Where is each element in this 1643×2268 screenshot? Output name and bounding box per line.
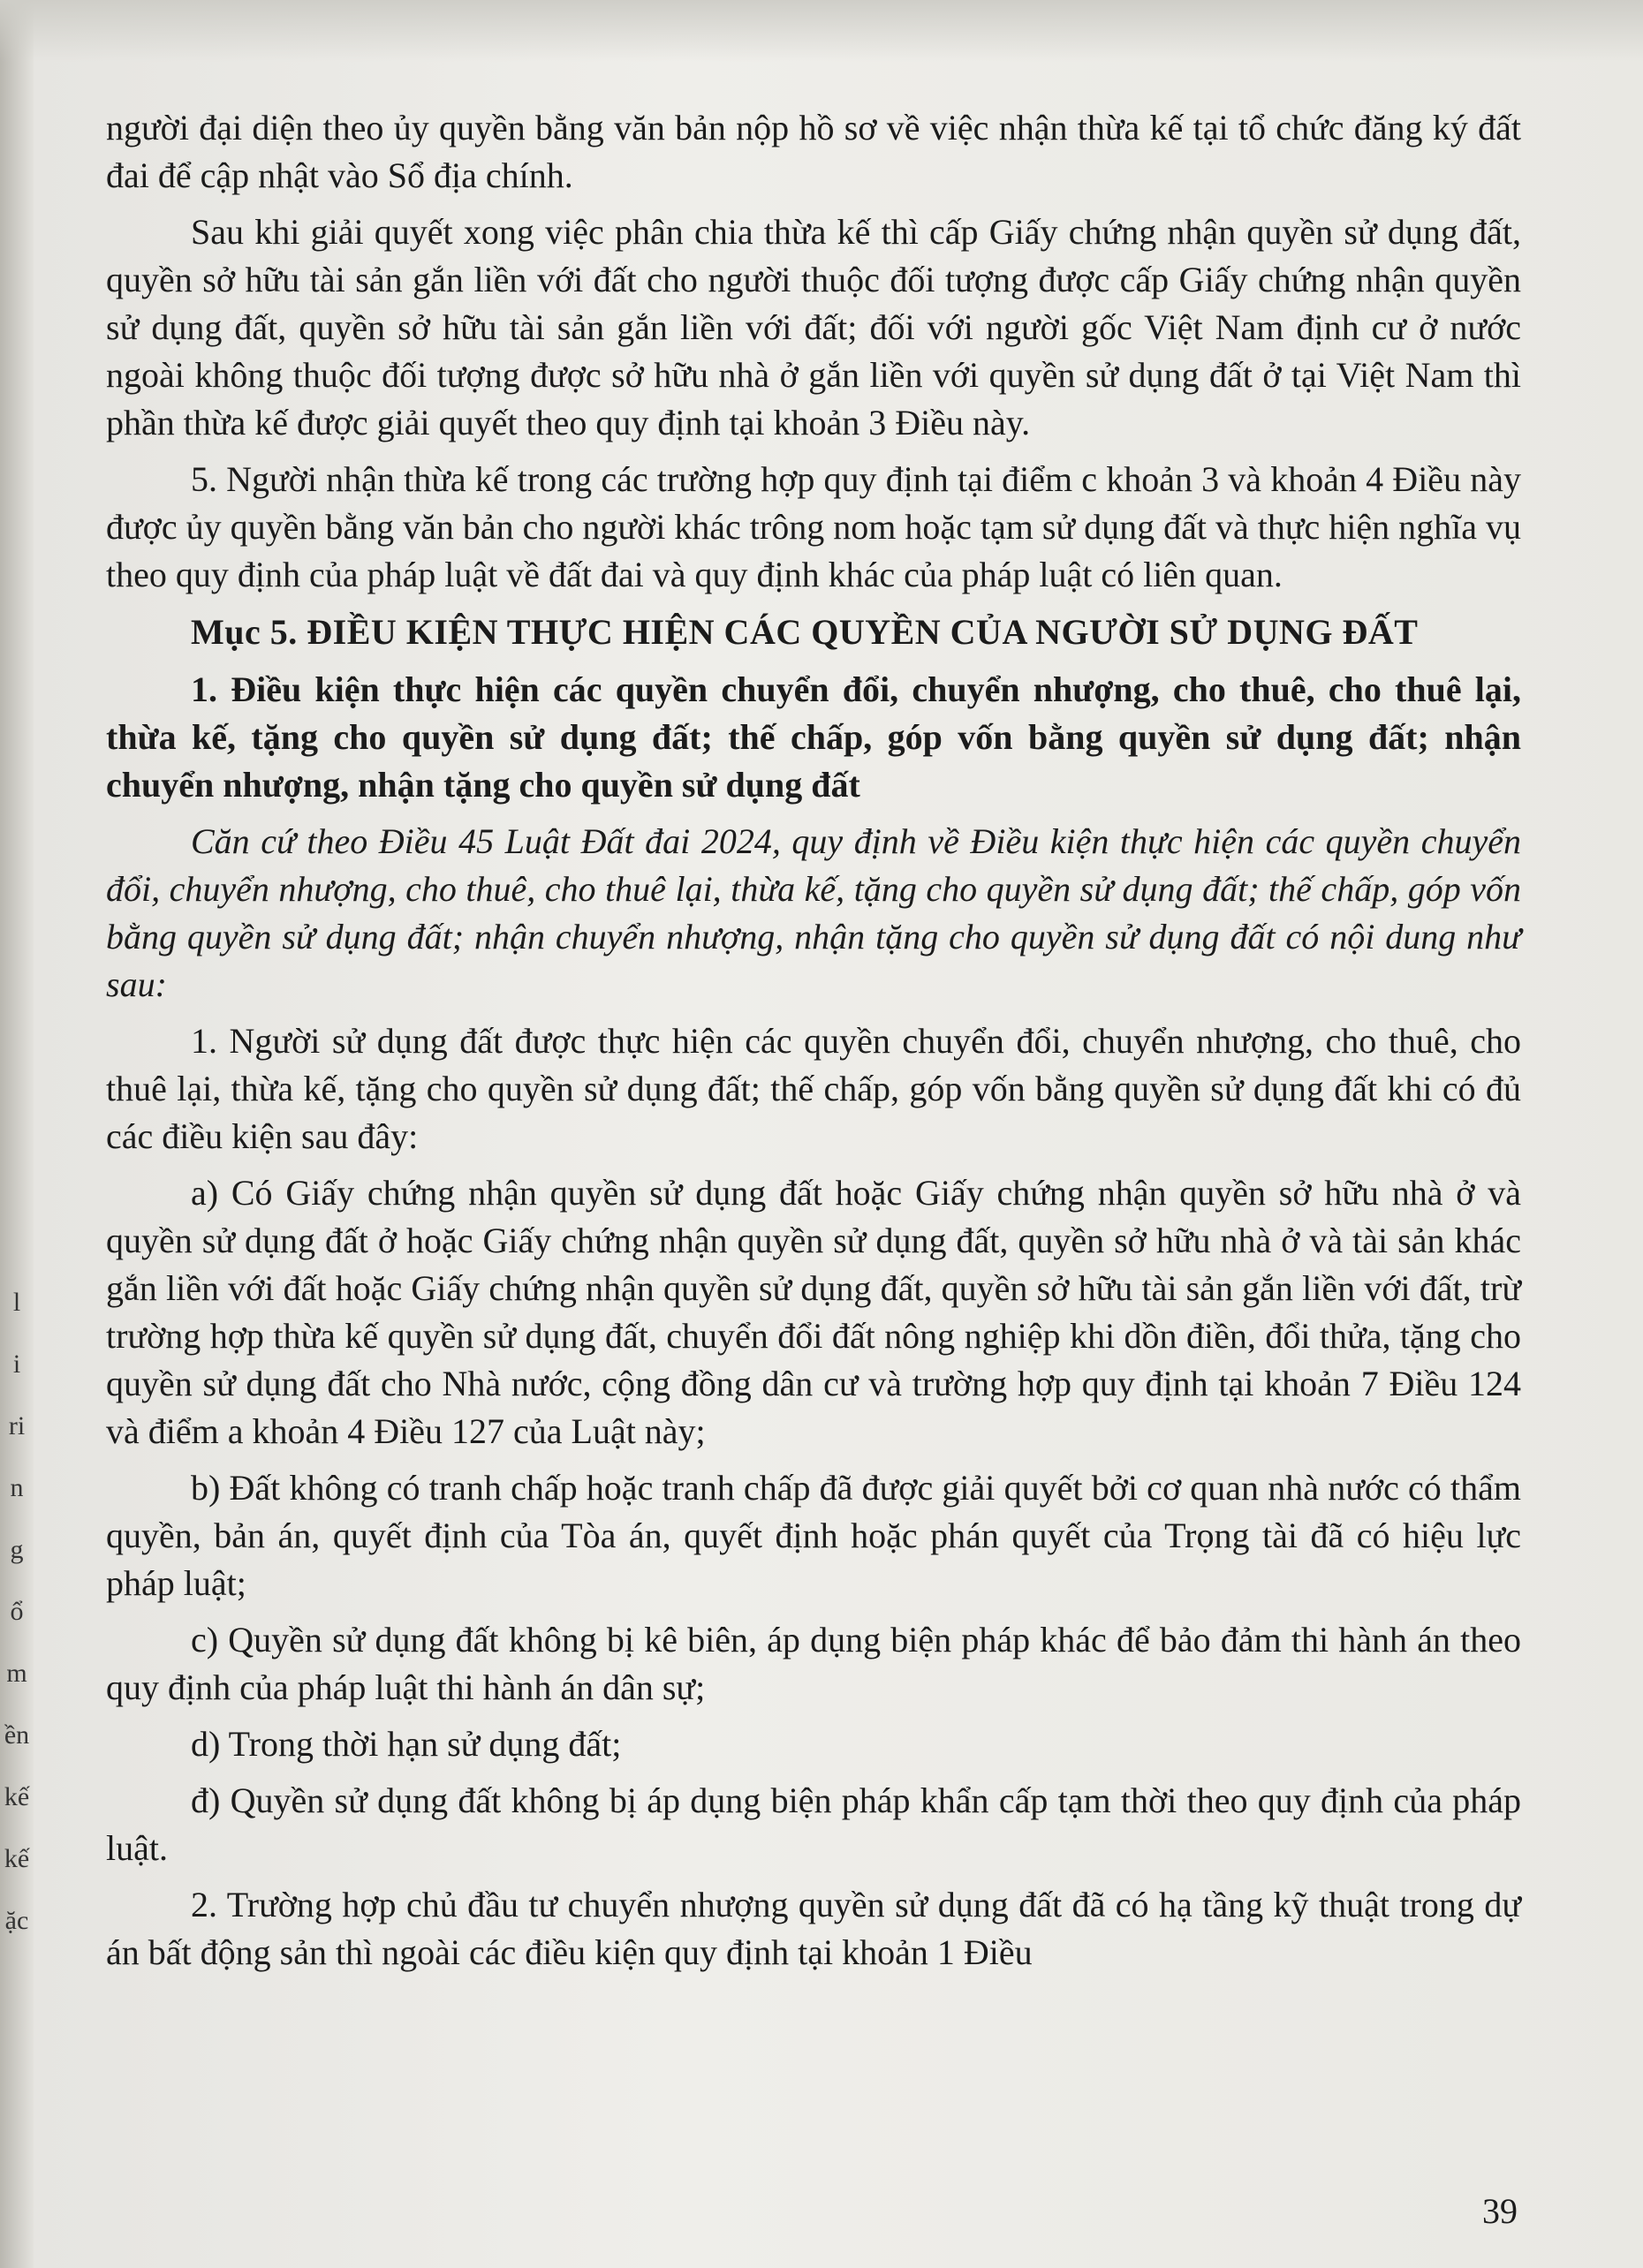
page-content bbox=[106, 104, 1521, 1985]
item-1: 1. Người sử dụng đất được thực hiện các quyền chuyển đổi, chuyển nhượng, cho thuê, cho thuê lại, thừa kế, tặng cho quyền sử dụng đất; thế chấp, góp vốn bằng quyền sử dụng đất khi có đủ các điều kiện sau đây: bbox=[106, 1021, 1521, 1156]
margin-fragment: ổ bbox=[10, 1597, 24, 1626]
adjacent-page-fragments bbox=[0, 1272, 34, 1952]
section-heading: Mục 5. ĐIỀU KIỆN THỰC HIỆN CÁC QUYỀN CỦA NGƯỜI SỬ DỤNG ĐẤT bbox=[191, 612, 1419, 652]
item-1c: c) Quyền sử dụng đất không bị kê biên, áp dụng biện pháp khác để bảo đảm thi hành án theo quy định của pháp luật thi hành án dân sự; bbox=[106, 1620, 1521, 1707]
margin-fragment: kế bbox=[4, 1844, 30, 1873]
margin-fragment: m bbox=[6, 1659, 27, 1688]
margin-fragment: g bbox=[10, 1535, 24, 1564]
sub-heading: 1. Điều kiện thực hiện các quyền chuyển đổi, chuyển nhượng, cho thuê, cho thuê lại, thừa kế, tặng cho quyền sử dụng đất; thế chấp, góp vốn bằng quyền sử dụng đất; nhận chuyển nhượng, nhận tặng cho quyền sử dụng đất bbox=[106, 669, 1521, 805]
margin-fragment: ền bbox=[4, 1720, 30, 1750]
paragraph-1: người đại diện theo ủy quyền bằng văn bản nộp hồ sơ về việc nhận thừa kế tại tổ chức đăng ký đất đai để cập nhật vào Sổ địa chính. bbox=[106, 108, 1521, 195]
page-number: 39 bbox=[1482, 2191, 1518, 2231]
margin-fragment: n bbox=[10, 1473, 24, 1502]
item-1dd: đ) Quyền sử dụng đất không bị áp dụng biện pháp khẩn cấp tạm thời theo quy định của pháp luật. bbox=[106, 1780, 1521, 1868]
book-page bbox=[34, 0, 1643, 2268]
item-1a: a) Có Giấy chứng nhận quyền sử dụng đất hoặc Giấy chứng nhận quyền sở hữu nhà ở và quyền sử dụng đất ở hoặc Giấy chứng nhận quyền sử dụng đất, quyền sở hữu nhà ở và tài sản khác gắn liền với đất hoặc Giấy chứng nhận quyền sử dụng đất, quyền sở hữu tài sản gắn liền với đất, trừ trường hợp thừa kế quyền sử dụng đất, chuyển đổi đất nông nghiệp khi dồn điền, đổi thửa, tặng cho quyền sử dụng đất cho Nhà nước, cộng đồng dân cư và trường hợp quy định tại khoản 7 Điều 124 và điểm a khoản 4 Điều 127 của Luật này; bbox=[106, 1173, 1521, 1451]
margin-fragment: i bbox=[12, 1349, 21, 1379]
margin-fragment: ặc bbox=[4, 1906, 29, 1935]
item-2: 2. Trường hợp chủ đầu tư chuyển nhượng quyền sử dụng đất đã có hạ tầng kỹ thuật trong dự án bất động sản thì ngoài các điều kiện quy định tại khoản 1 Điều bbox=[106, 1885, 1521, 1972]
margin-fragment: kế bbox=[4, 1782, 30, 1811]
margin-fragment: l bbox=[12, 1288, 21, 1317]
paragraph-2: Sau khi giải quyết xong việc phân chia thừa kế thì cấp Giấy chứng nhận quyền sử dụng đất, quyền sở hữu tài sản gắn liền với đất cho người thuộc đối tượng được cấp Giấy chứng nhận quyền sử dụng đất, quyền sở hữu tài sản gắn liền với đất; đối với người gốc Việt Nam định cư ở nước ngoài không thuộc đối tượng được sở hữu nhà ở gắn liền với quyền sử dụng đất ở tại Việt Nam thì phần thừa kế được giải quyết theo quy định tại khoản 3 Điều này. bbox=[106, 212, 1521, 442]
paragraph-3: 5. Người nhận thừa kế trong các trường hợp quy định tại điểm c khoản 3 và khoản 4 Điều này được ủy quyền bằng văn bản cho người khác trông nom hoặc tạm sử dụng đất và thực hiện nghĩa vụ theo quy định của pháp luật về đất đai và quy định khác của pháp luật có liên quan. bbox=[106, 459, 1521, 594]
intro-paragraph: Căn cứ theo Điều 45 Luật Đất đai 2024, quy định về Điều kiện thực hiện các quyền chuyển đổi, chuyển nhượng, cho thuê, cho thuê lại, thừa kế, tặng cho quyền sử dụng đất; thế chấp, góp vốn bằng quyền sử dụng đất; nhận chuyển nhượng, nhận tặng cho quyền sử dụng đất có nội dung như sau: bbox=[106, 821, 1521, 1004]
page-top-shadow bbox=[0, 0, 1643, 62]
margin-fragment: ri bbox=[8, 1411, 26, 1440]
item-1d: d) Trong thời hạn sử dụng đất; bbox=[191, 1724, 622, 1764]
item-1b: b) Đất không có tranh chấp hoặc tranh chấp đã được giải quyết bởi cơ quan nhà nước có thẩm quyền, bản án, quyết định của Tòa án, quyết định hoặc phán quyết của Trọng tài đã có hiệu lực pháp luật; bbox=[106, 1468, 1521, 1603]
